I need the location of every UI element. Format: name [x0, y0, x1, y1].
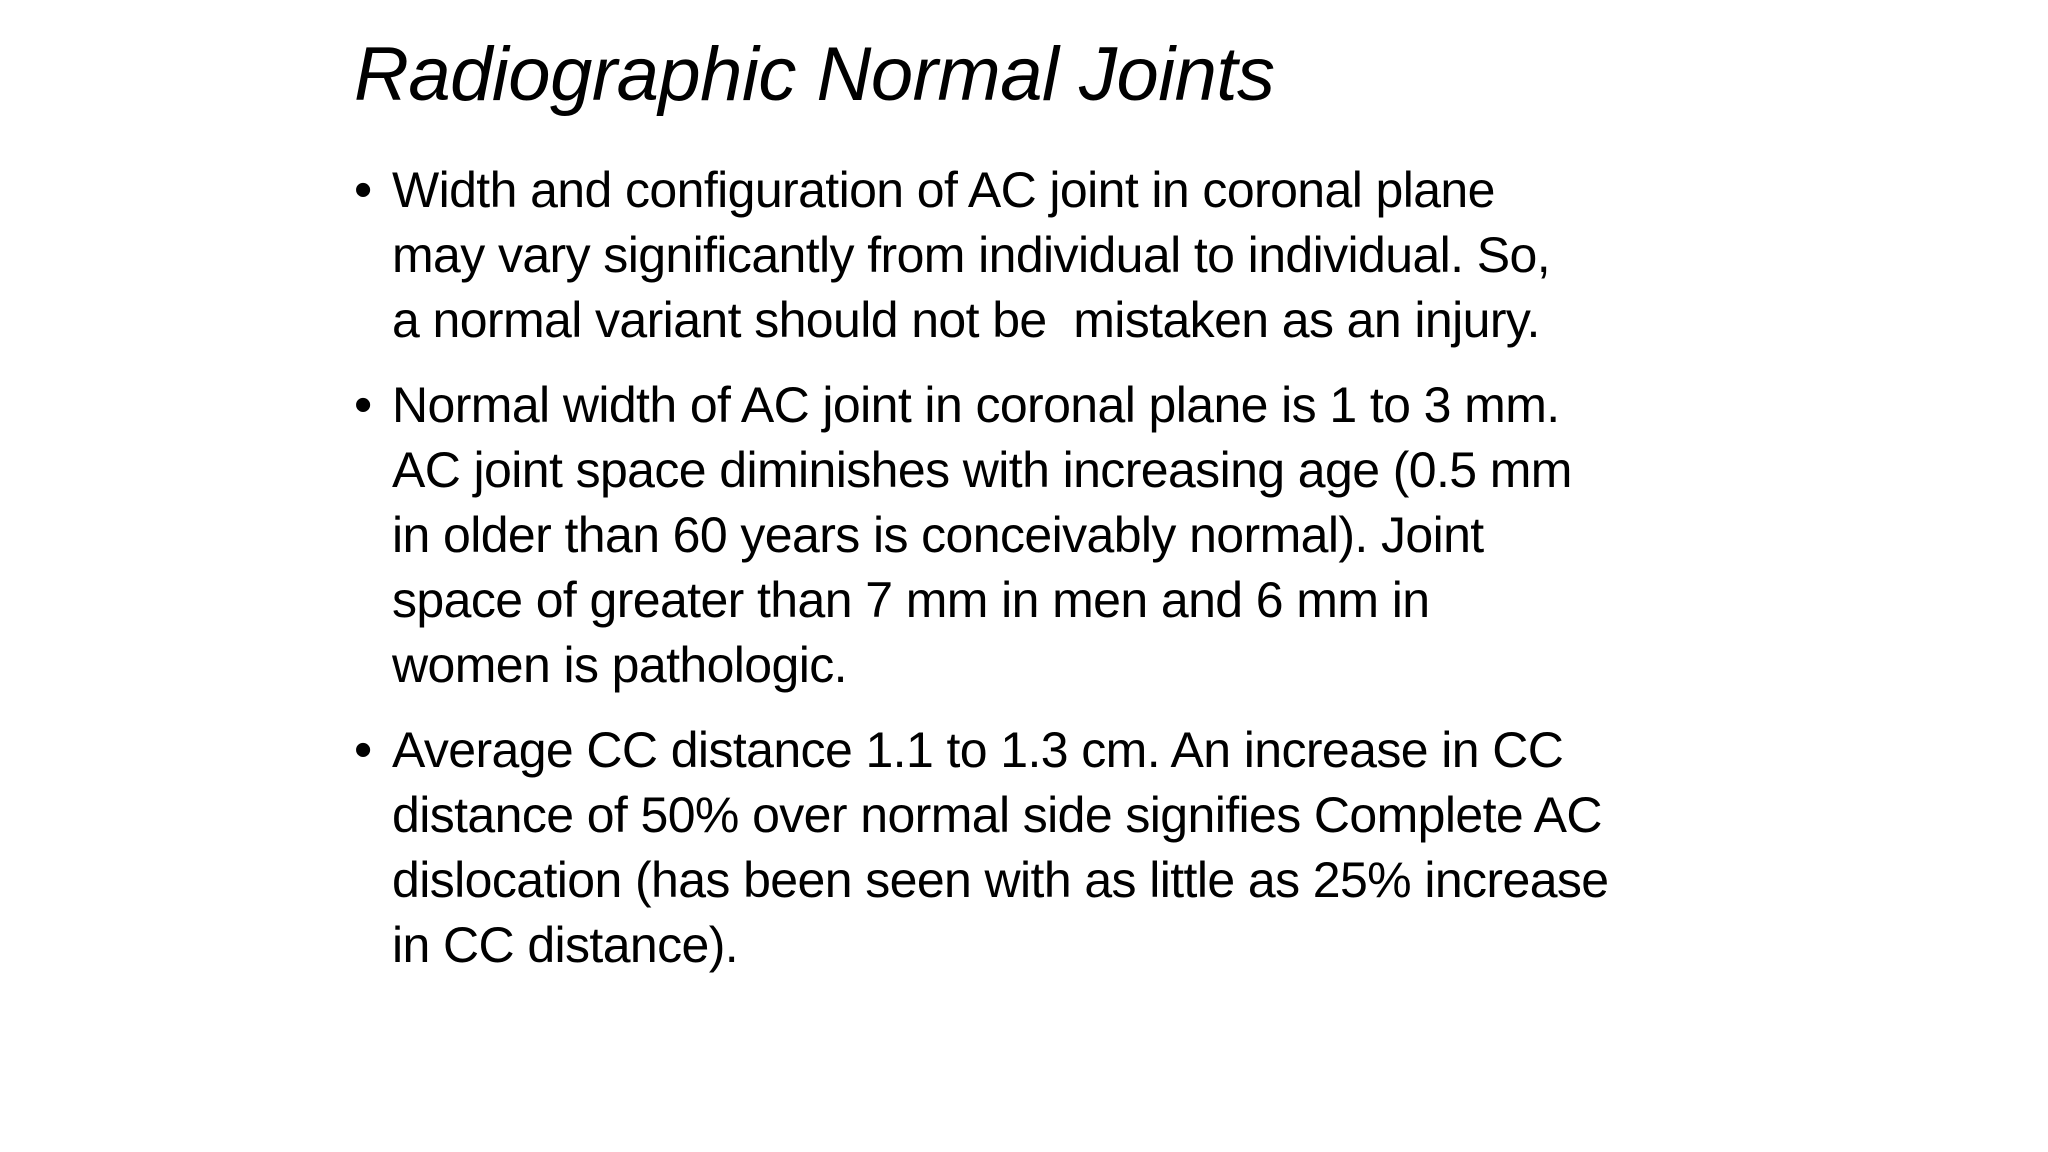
- slide-title: Radiographic Normal Joints: [354, 32, 1275, 117]
- bullet-item-1: [354, 158, 1774, 353]
- bullet-text-line: space of greater than 7 mm in men and 6 mm in: [392, 572, 1430, 628]
- bullet-icon: •: [354, 376, 373, 434]
- bullet-text-line: distance of 50% over normal side signifies Complete AC: [392, 787, 1602, 843]
- bullet-icon: •: [354, 161, 373, 219]
- bullet-text-line: in older than 60 years is conceivably normal). Joint: [392, 507, 1484, 563]
- bullet-text-line: women is pathologic.: [392, 637, 847, 693]
- bullet-text-line: AC joint space diminishes with increasing age (0.5 mm: [392, 442, 1572, 498]
- bullet-text-line: a normal variant should not be mistaken as an injury.: [392, 292, 1540, 348]
- bullet-text-line: in CC distance).: [392, 917, 739, 973]
- bullet-text-line: Average CC distance 1.1 to 1.3 cm. An increase in CC: [392, 722, 1564, 778]
- bullet-text-line: Normal width of AC joint in coronal plane is 1 to 3 mm.: [392, 377, 1560, 433]
- bullet-item-2: [354, 373, 1774, 698]
- bullet-text-line: may vary significantly from individual to individual. So,: [392, 227, 1550, 283]
- bullet-list: [354, 158, 1774, 998]
- bullet-item-3: [354, 718, 1774, 978]
- bullet-icon: •: [354, 721, 373, 779]
- bullet-text-line: Width and configuration of AC joint in coronal plane: [392, 162, 1495, 218]
- bullet-text-line: dislocation (has been seen with as little as 25% increase: [392, 852, 1609, 908]
